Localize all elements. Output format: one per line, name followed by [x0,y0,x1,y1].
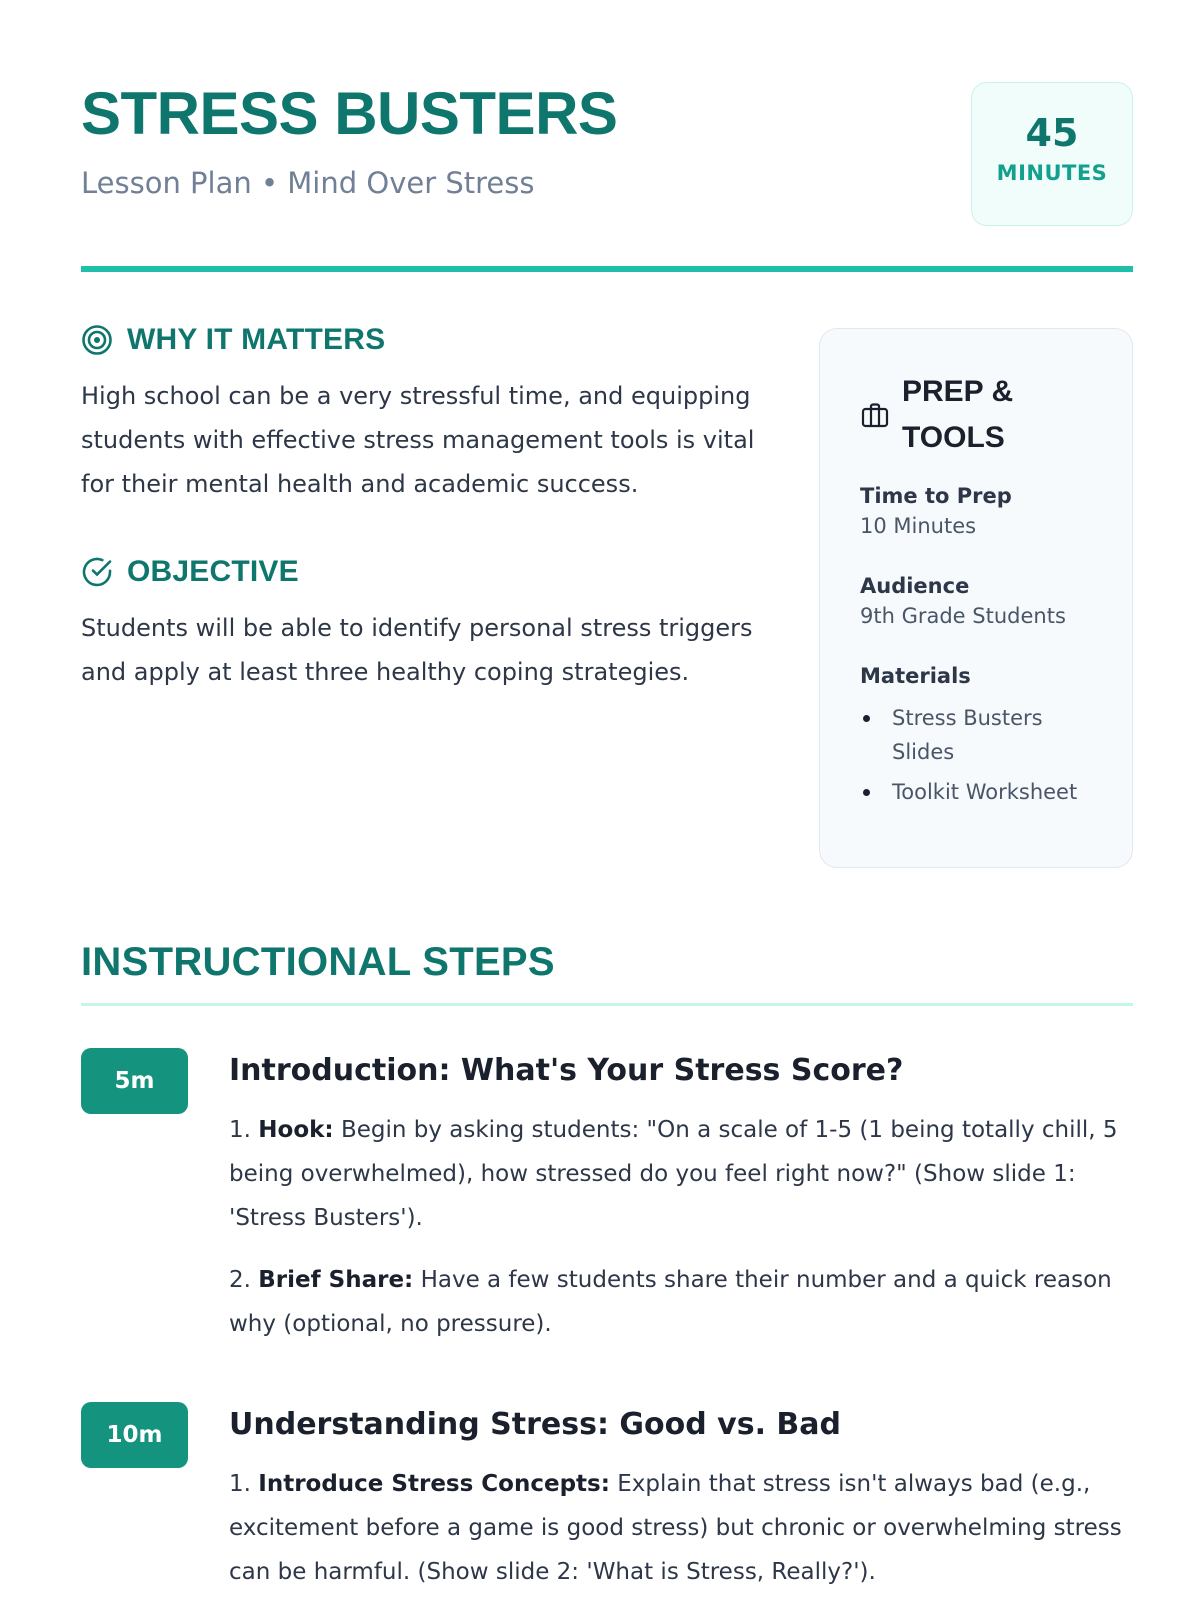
step-item [229,1258,1133,1346]
page-title: STRESS BUSTERS [81,80,618,147]
list-item: Stress Busters Slides [860,701,1100,769]
step-item-label: Introduce Stress Concepts: [258,1471,610,1497]
materials-list [860,701,1100,809]
step-duration-badge: 5m [81,1048,188,1114]
steps-divider [81,1003,1133,1006]
target-icon [81,324,113,356]
step-item-label: Brief Share: [258,1267,414,1293]
page-subtitle: Lesson Plan • Mind Over Stress [81,166,535,200]
prep-materials [860,661,1100,809]
prep-audience [860,571,1100,631]
materials-label: Materials [860,664,971,688]
list-item: Toolkit Worksheet [860,775,1100,809]
prep-tools-card [819,328,1133,868]
audience-value: 9th Grade Students [860,604,1066,628]
duration-value: 45 [1025,111,1079,155]
duration-unit: MINUTES [996,160,1108,185]
header-divider [81,266,1133,272]
objective-header [81,552,761,592]
objective-text: Students will be able to identify personal stress triggers and apply at least three healthy coping strategies. [81,614,753,686]
audience-label: Audience [860,574,970,598]
objective-title: OBJECTIVE [127,555,299,588]
step-item [229,1108,1133,1240]
prep-tools-title: PREP & TOOLS [902,375,1014,454]
why-it-matters-text: High school can be a very stressful time, and equipping students with effective stress management tools is vital for their mental health and academic success. [81,382,755,498]
step-item-number: 2. [229,1267,251,1293]
step-title: Understanding Stress: Good vs. Bad [229,1407,842,1442]
why-it-matters-title: WHY IT MATTERS [127,323,386,356]
instructional-steps-title: INSTRUCTIONAL STEPS [81,940,555,984]
why-it-matters-header [81,320,761,360]
check-circle-icon [81,556,113,588]
step-item-text: Have a few students share their number and a quick reason why (optional, no pressure). [229,1267,1112,1337]
prep-time [860,481,1100,541]
prep-time-value: 10 Minutes [860,514,977,538]
step-item-text: Begin by asking students: "On a scale of 1-5 (1 being totally chill, 5 being overwhelmed), how stressed do you feel right now?" (Show slide 1: 'Stress Busters'). [229,1117,1118,1231]
why-it-matters-section [81,320,761,506]
prep-details [860,481,1100,839]
step-content [229,1402,1133,1594]
step-item-number: 1. [229,1117,251,1143]
duration-badge [971,82,1133,226]
prep-tools-header [860,369,1042,461]
step-item-label: Hook: [258,1117,334,1143]
header [81,78,1133,228]
step-item-text: Explain that stress isn't always bad (e.g., excitement before a game is good stress) but chronic or overwhelming stress can be harmful. (Show slide 2: 'What is Stress, Really?'). [229,1471,1122,1585]
step-item [229,1462,1133,1594]
prep-time-label: Time to Prep [860,484,1012,508]
step-title: Introduction: What's Your Stress Score? [229,1053,904,1088]
lesson-plan-page [81,0,1133,1600]
briefcase-icon [860,400,890,430]
objective-section [81,552,761,694]
step-duration-badge: 10m [81,1402,188,1468]
step-content [229,1048,1133,1346]
step-item-number: 1. [229,1471,251,1497]
